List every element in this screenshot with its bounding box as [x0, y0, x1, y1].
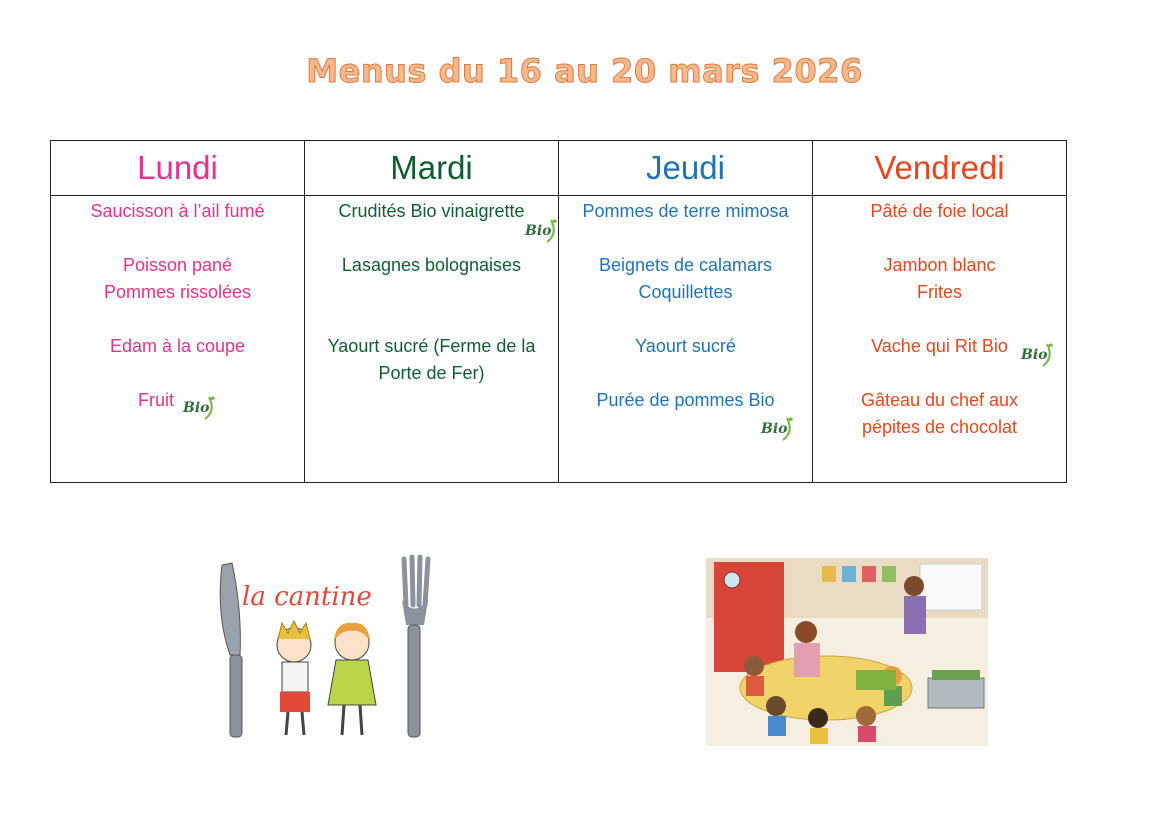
dish-item: Lasagnes bolognaises: [341, 255, 522, 275]
dish-item: Crudités Bio vinaigrette: [338, 201, 525, 221]
dish-text: Fruit: [137, 390, 174, 410]
menu-cell-lundi: [51, 196, 305, 483]
dish-item: Yaourt sucré: [635, 336, 736, 356]
canteen-scene-illustration: [706, 558, 988, 746]
day-header-jeudi: Jeudi: [559, 141, 813, 196]
dish-item: Frites: [917, 282, 962, 302]
bio-logo-icon: Bio: [183, 397, 217, 421]
page-title: Menus du 16 au 20 mars 2026: [306, 52, 863, 90]
menu-cell-mardi: [305, 196, 559, 483]
dish-item: Porte de Fer): [378, 363, 485, 383]
dish-item: Saucisson à l’ail fumé: [90, 201, 265, 221]
dish-item: Pâté de foie local: [870, 201, 1009, 221]
la-cantine-illustration: [212, 555, 444, 745]
dish-item: Pommes rissolées: [103, 282, 252, 302]
table-header-row: [51, 141, 1067, 196]
day-header-mardi: Mardi: [305, 141, 559, 196]
menu-cell-jeudi: [559, 196, 813, 483]
day-header-vendredi: Vendredi: [813, 141, 1067, 196]
dish-item: Jambon blanc: [883, 255, 996, 275]
dish-item: Pommes de terre mimosa: [582, 201, 789, 221]
dish-item: [55, 387, 300, 417]
bio-logo-icon: Bio: [525, 220, 559, 244]
menu-table: [50, 140, 1067, 483]
dish-item: Vache qui Rit Bio: [871, 336, 1008, 356]
cantine-text: la cantine: [242, 582, 372, 612]
bio-logo-icon: Bio: [761, 418, 795, 442]
dish-item: pépites de chocolat: [861, 417, 1018, 437]
dish-item: Poisson pané: [122, 255, 233, 275]
bio-logo-icon: Bio: [1021, 344, 1055, 368]
menu-cell-vendredi: [813, 196, 1067, 483]
dish-item: Gâteau du chef aux: [860, 390, 1019, 410]
dish-item: Coquillettes: [638, 282, 733, 302]
day-header-lundi: Lundi: [51, 141, 305, 196]
dish-item: Edam à la coupe: [109, 336, 246, 356]
dish-item: Yaourt sucré (Ferme de la: [327, 336, 536, 356]
dish-item: Beignets de calamars: [598, 255, 773, 275]
table-row-menus: [51, 196, 1067, 483]
dish-item: Purée de pommes Bio: [596, 390, 775, 410]
